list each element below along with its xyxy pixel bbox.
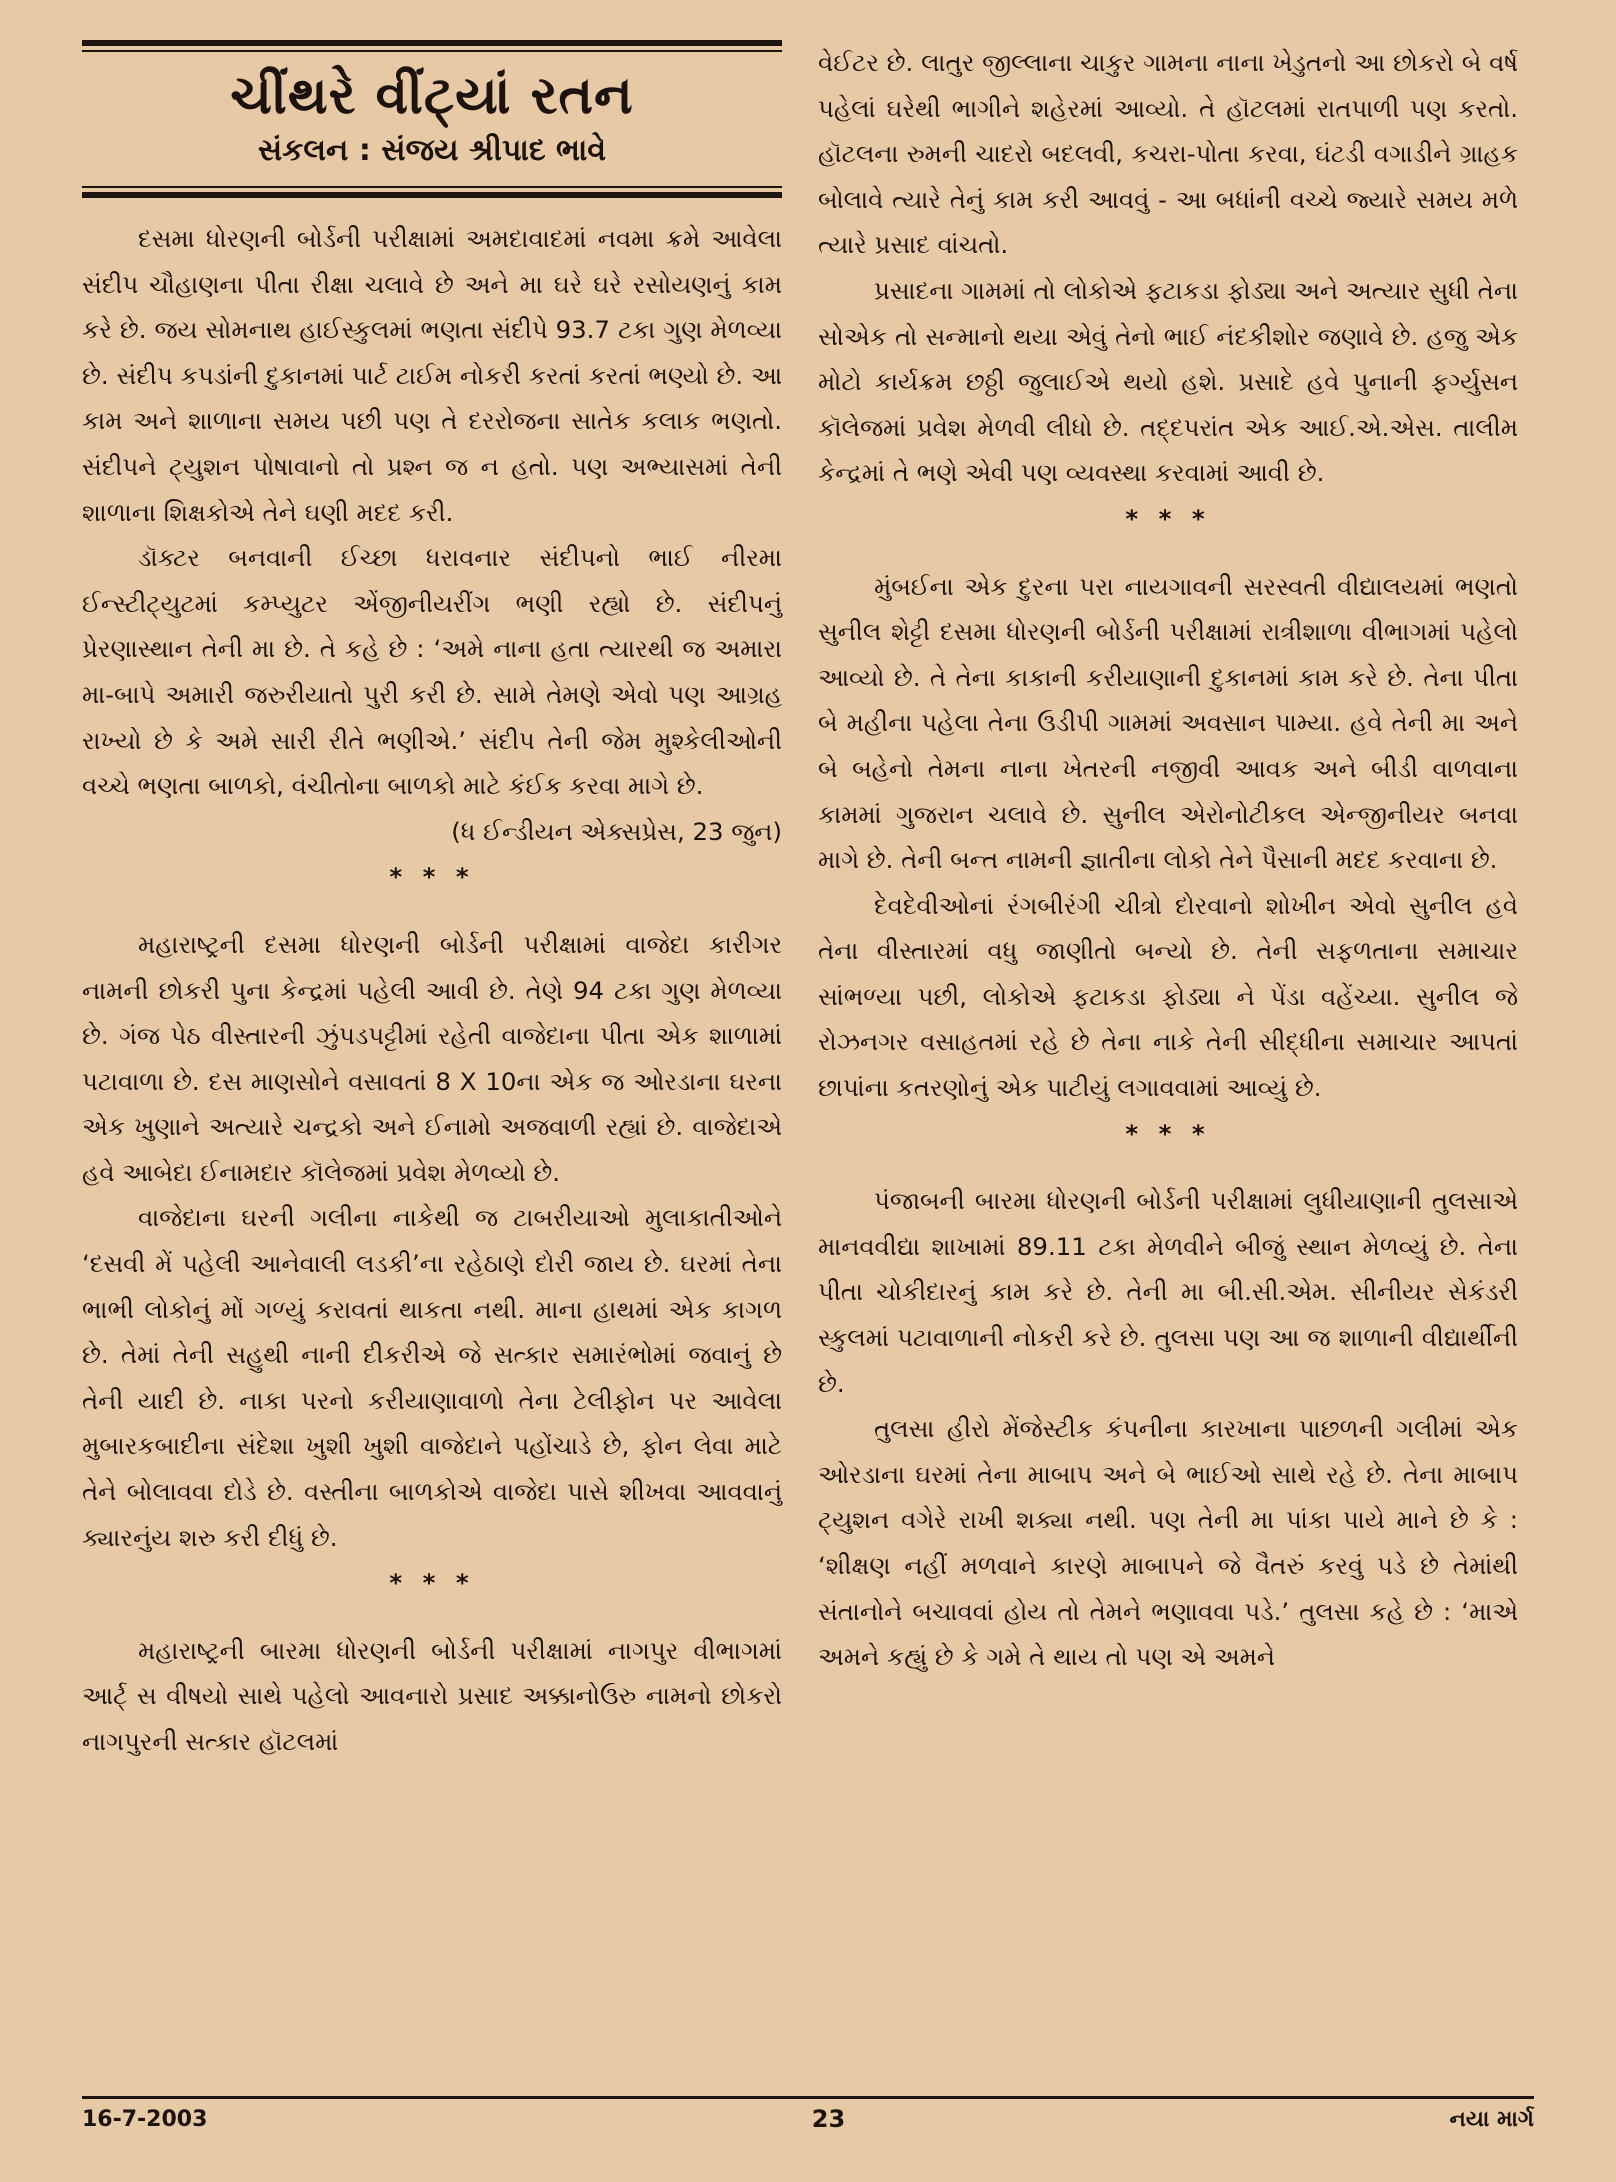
section-separator: * * * — [1125, 1118, 1211, 1148]
paragraph: પંજાબની બારમા ધોરણની બોર્ડની પરીક્ષામાં લુધીયાણાની તુલસાએ માનવવીદ્યા શાખામાં 89.11 ટકા મેળવીને બીજું સ્થાન મેળવ્યું છે. તેના પીતા ચોકીદારનું કામ કરે છે. તેની મા બી.સી.એમ. સીનીયર સેકંડરી સ્કુલમાં પટાવાળાની નોકરી કરે છે. તુલસા પણ આ જ શાળાની વીદ્યાર્થીની છે. — [818, 1186, 1518, 1398]
paragraph: પ્રસાદના ગામમાં તો લોકોએ ફટાકડા ફોડ્યા અને અત્યાર સુધી તેના સોએક તો સન્માનો થયા એવું તેનો ભાઈ નંદકીશોર જણાવે છે. હજુ એક મોટો કાર્યક્રમ છઠ્ઠી જુલાઈએ થયો હશે. પ્રસાદે હવે પુનાની ફર્ગ્યુસન કૉલેજમાં પ્રવેશ મેળવી લીધો છે. તદ્દપરાંત એક આઈ.એ.એસ. તાલીમ કેન્દ્રમાં તે ભણે એવી પણ વ્યવસ્થા કરવામાં આવી છે. — [818, 275, 1518, 488]
title-rule-bottom-thin — [82, 186, 782, 188]
left-column — [82, 40, 782, 1765]
paragraph: મુંબઈના એક દુરના પરા નાયગાવની સરસ્વતી વીદ્યાલયમાં ભણતો સુનીલ શેટ્ટી દસમા ધોરણની બોર્ડની પરીક્ષામાં રાત્રીશાળા વીભાગમાં પહેલો આવ્યો છે. તે તેના કાકાની કરીયાણાની દુકાનમાં કામ કરે છે. તેના પીતા બે મહીના પહેલા તેના ઉડીપી ગામમાં અવસાન પામ્યા. હવે તેની મા અને બે બહેનો તેમના નાના ખેતરની નજીવી આવક અને બીડી વાળવાના કામમાં ગુજરાન ચલાવે છે. સુનીલ એરોનોટીકલ એન્જીનીયર બનવા માગે છે. તેની બન્ત નામની જ્ઞાતીના લોકો તેને પૈસાની મદદ કરવાના છે. — [818, 571, 1518, 875]
magazine-name: નયા માર્ગ — [1449, 2106, 1534, 2132]
page-number: 23 — [811, 2105, 846, 2133]
paragraph: મહારાષ્ટ્રની દસમા ધોરણની બોર્ડની પરીક્ષામાં વાજેદા કારીગર નામની છોકરી પુના કેન્દ્રમાં પહેલી આવી છે. તેણે 94 ટકા ગુણ મેળવ્યા છે. ગંજ પેઠ વીસ્તારની ઝુંપડપટ્ટીમાં રહેતી વાજેદાના પીતા એક શાળામાં પટાવાળા છે. દસ માણસોને વસાવતાં 8 X 10ના એક જ ઓરડાના ઘરના એક ખુણાને અત્યારે ચન્દ્રકો અને ઈનામો અજવાળી રહ્યાં છે. વાજેદાએ હવે આબેદા ઈનામદાર કૉલેજમાં પ્રવેશ મેળવ્યો છે. — [82, 929, 782, 1187]
right-column — [818, 40, 1518, 1680]
section-separator: * * * — [389, 1568, 475, 1598]
title-rule-bottom — [82, 192, 782, 198]
section-separator: * * * — [389, 862, 475, 892]
article-byline: સંકલન : સંજય શ્રીપાદ ભાવે — [257, 133, 607, 168]
issue-date: 16-7-2003 — [82, 2106, 208, 2132]
paragraph: મહારાષ્ટ્રની બારમા ધોરણની બોર્ડની પરીક્ષામાં નાગપુર વીભાગમાં આર્ટ્ સ વીષયો સાથે પહેલો આવનારો પ્રસાદ અક્કાનોઉરુ નામનો છોકરો નાગપુરની સત્કાર હૉટલમાં — [82, 1635, 782, 1756]
title-rule-top — [82, 40, 782, 46]
title-rule-top-thin — [82, 50, 782, 52]
paragraph: તુલસા હીરો મેંજેસ્ટીક કંપનીના કારખાના પાછળની ગલીમાં એક ઓરડાના ઘરમાં તેના માબાપ અને બે ભાઈઓ સાથે રહે છે. તેના માબાપ ટ્યુશન વગેરે રાખી શક્યા નથી. પણ તેની મા પાંકા પાયે માને છે કે : ‘શીક્ષણ નહીં મળવાને કારણે માબાપને જે વૈતરું કરવું પડે છે તેમાંથી સંતાનોને બચાવવાં હોય તો તેમને ભણાવવા પડે.’ તુલસા કહે છે : ‘માએ અમને કહ્યું છે કે ગમે તે થાય તો પણ એ અમને — [818, 1414, 1518, 1672]
source-citation: (ધ ઈન્ડીયન એક્સપ્રેસ, 23 જુન) — [451, 816, 782, 846]
paragraph: દસમા ધોરણની બોર્ડની પરીક્ષામાં અમદાવાદમાં નવમા ક્રમે આવેલા સંદીપ ચૌહાણના પીતા રીક્ષા ચલાવે છે અને મા ઘરે ઘરે રસોયણનું કામ કરે છે. જય સોમનાથ હાઈસ્કુલમાં ભણતા સંદીપે 93.7 ટકા ગુણ મેળવ્યા છે. સંદીપ કપડાંની દુકાનમાં પાર્ટ ટાઈમ નોકરી કરતાં કરતાં ભણ્યો છે. આ કામ અને શાળાના સમય પછી પણ તે દરરોજના સાતેક કલાક ભણતો. સંદીપને ટ્યુશન પોષાવાનો તો પ્રશ્ન જ ન હતો. પણ અભ્યાસમાં તેની શાળાના શિક્ષકોએ તેને ઘણી મદદ કરી. — [82, 224, 782, 527]
section-separator: * * * — [1125, 503, 1211, 533]
paragraph: દેવદેવીઓનાં રંગબીરંગી ચીત્રો દોરવાનો શોખીન એવો સુનીલ હવે તેના વીસ્તારમાં વધુ જાણીતો બન્યો છે. તેની સફળતાના સમાચાર સાંભળ્યા પછી, લોકોએ ફટાકડા ફોડ્યા ને પેંડા વહેંચ્યા. સુનીલ જે રોઝનગર વસાહતમાં રહે છે તેના નાકે તેની સીદ્ધીના સમાચાર આપતાં છાપાંના કતરણોનું એક પાટીયું લગાવવામાં આવ્યું છે. — [818, 890, 1518, 1103]
paragraph: ડૉક્ટર બનવાની ઈચ્છા ધરાવનાર સંદીપનો ભાઈ નીરમા ઈન્સ્ટીટ્યુટમાં કમ્પ્યુટર એંજીનીયરીંગ ભણી રહ્યો છે. સંદીપનું પ્રેરણાસ્થાન તેની મા છે. તે કહે છે : ‘અમે નાના હતા ત્યારથી જ અમારા મા-બાપે અમારી જરુરીયાતો પુરી કરી છે. સામે તેમણે એવો પણ આગ્રહ રાખ્યો છે કે અમે સારી રીતે ભણીએ.’ સંદીપ તેની જેમ મુશ્કેલીઓની વચ્ચે ભણતા બાળકો, વંચીતોના બાળકો માટે કંઈક કરવા માગે છે. — [82, 543, 782, 801]
paragraph: વેઈટર છે. લાતુર જીલ્લાના ચાકુર ગામના નાના ખેડુતનો આ છોકરો બે વર્ષ પહેલાં ઘરેથી ભાગીને શહેરમાં આવ્યો. તે હૉટલમાં રાતપાળી પણ કરતો. હૉટલના રુમની ચાદરો બદલવી, કચરા-પોતા કરવા, ઘંટડી વગાડીને ગ્રાહક બોલાવે ત્યારે તેનું કામ કરી આવવું - આ બધાંની વચ્ચે જ્યારે સમય મળે ત્યારે પ્રસાદ વાંચતો. — [818, 48, 1518, 260]
article-title: ચીંથરે વીંટ્યાં રતન — [230, 66, 634, 126]
paragraph: વાજેદાના ઘરની ગલીના નાકેથી જ ટાબરીયાઓ મુલાકાતીઓને ‘દસવી મેં પહેલી આનેવાલી લડકી’ના રહેઠાણે દોરી જાય છે. ઘરમાં તેના ભાભી લોકોનું મોં ગળ્યું કરાવતાં થાકતા નથી. માના હાથમાં એક કાગળ છે. તેમાં તેની સહુથી નાની દીકરીએ જે સત્કાર સમારંભોમાં જવાનું છે તેની યાદી છે. નાકા પરનો કરીયાણાવાળો તેના ટેલીફોન પર આવેલા મુબારકબાદીના સંદેશા ખુશી ખુશી વાજેદાને પહોંચાડે છે, ફોન લેવા માટે તેને બોલાવવા દોડે છે. વસ્તીના બાળકોએ વાજેદા પાસે શીખવા આવવાનું ક્યારનુંય શરુ કરી દીધું છે. — [82, 1203, 782, 1552]
page-footer — [82, 2096, 1534, 2133]
